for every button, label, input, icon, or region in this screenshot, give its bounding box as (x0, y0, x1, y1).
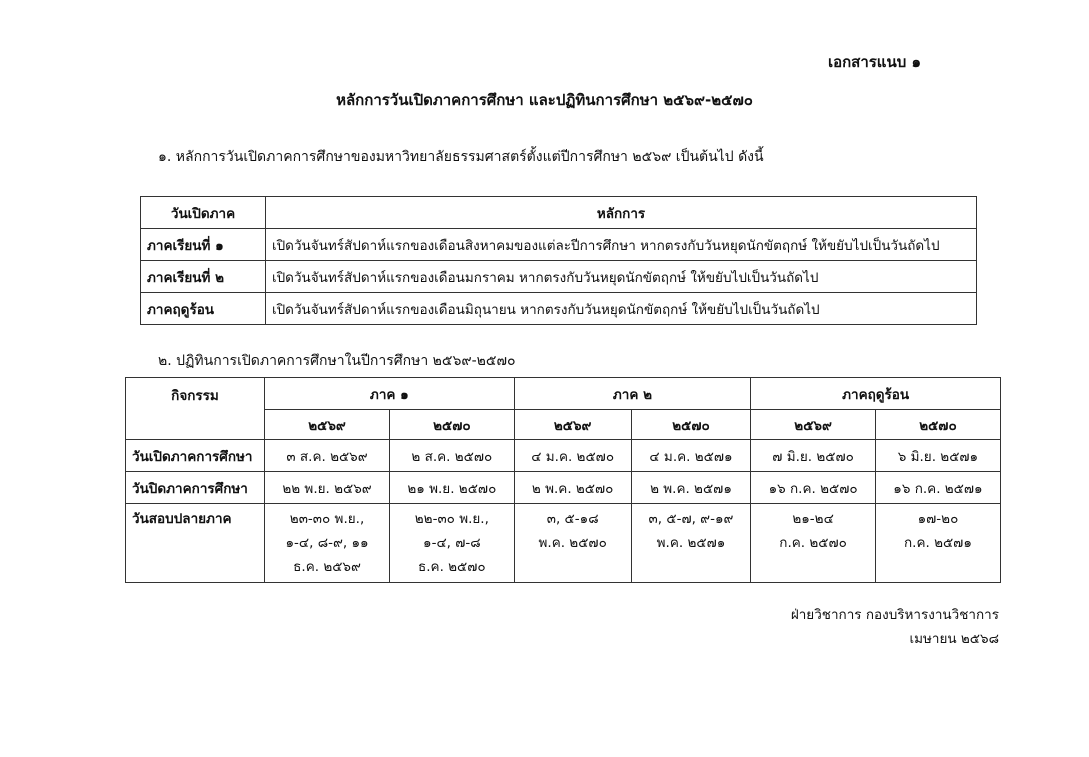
signature-date: เมษายน ๒๕๖๘ (909, 631, 999, 647)
table-row (126, 440, 1001, 472)
calendar-table (125, 377, 1001, 583)
principle-cell: เปิดวันจันทร์สัปดาห์แรกของเดือนมกราคม หากตรงกับวันหยุดนักขัตฤกษ์ ให้ขยับไปเป็นวันถัดไป (266, 261, 977, 293)
date-cell: ๔ ม.ค. ๒๕๗๑ (631, 440, 751, 472)
signature-block (791, 603, 999, 651)
date-cell: ๗ มิ.ย. ๒๕๗๐ (751, 440, 876, 472)
exam-date-line: พ.ค. ๒๕๗๐ (538, 535, 607, 551)
exam-date-line: ๑-๔, ๗-๘ (423, 535, 481, 551)
year-header: ๒๕๗๐ (875, 410, 1000, 440)
exam-date-line: ธ.ค. ๒๕๖๙ (293, 559, 361, 575)
col-activity-header: กิจกรรม (126, 378, 265, 440)
table-header-row (141, 197, 977, 229)
term-header: ภาค ๑ (265, 378, 515, 410)
activity-cell: วันสอบปลายภาค (126, 504, 265, 583)
attachment-label: เอกสารแนบ ๑ (827, 53, 921, 71)
exam-date-line: ๒๑-๒๔ (792, 511, 834, 527)
date-cell: ๒ ส.ค. ๒๕๗๐ (390, 440, 515, 472)
table-row (141, 293, 977, 325)
exam-date-cell (875, 504, 1000, 583)
year-header: ๒๕๖๙ (751, 410, 876, 440)
exam-date-line: ๑๗-๒๐ (917, 511, 959, 527)
exam-date-cell (390, 504, 515, 583)
exam-date-cell (751, 504, 876, 583)
signature-department: ฝ่ายวิชาการ กองบริหารงานวิชาการ (790, 607, 999, 623)
exam-date-cell (631, 504, 751, 583)
term-cell: ภาคเรียนที่ ๒ (141, 261, 266, 293)
date-cell: ๖ มิ.ย. ๒๕๗๑ (875, 440, 1000, 472)
exam-date-cell (514, 504, 631, 583)
activity-cell: วันปิดภาคการศึกษา (126, 472, 265, 504)
exam-date-cell (265, 504, 390, 583)
date-cell: ๑๖ ก.ค. ๒๕๗๐ (751, 472, 876, 504)
principles-table (140, 196, 977, 325)
exam-date-line: ๒๓-๓๐ พ.ย., (289, 511, 365, 527)
year-header: ๒๕๗๐ (631, 410, 751, 440)
date-cell: ๒๑ พ.ย. ๒๕๗๐ (390, 472, 515, 504)
section2-heading: ๒. ปฏิทินการเปิดภาคการศึกษาในปีการศึกษา ๒๕๖๙-๒๕๗๐ (158, 353, 516, 369)
principle-cell: เปิดวันจันทร์สัปดาห์แรกของเดือนมิถุนายน หากตรงกับวันหยุดนักขัตฤกษ์ ให้ขยับไปเป็นวันถัดไป (266, 293, 977, 325)
exam-date-line: ๓, ๕-๑๘ (546, 511, 599, 527)
exam-date-line: ๑-๔, ๘-๙, ๑๑ (285, 535, 369, 551)
document-title: หลักการวันเปิดภาคการศึกษา และปฏิทินการศึกษา ๒๕๖๙-๒๕๗๐ (336, 91, 753, 109)
exam-date-line: ก.ค. ๒๕๗๑ (903, 535, 972, 551)
exam-date-line: ก.ค. ๒๕๗๐ (779, 535, 847, 551)
date-cell: ๒ พ.ค. ๒๕๗๑ (631, 472, 751, 504)
year-header: ๒๕๖๙ (265, 410, 390, 440)
table-row (126, 472, 1001, 504)
date-cell: ๒๒ พ.ย. ๒๕๖๙ (265, 472, 390, 504)
col-open-header: วันเปิดภาค (141, 197, 266, 229)
table-row (141, 229, 977, 261)
term-cell: ภาคเรียนที่ ๑ (141, 229, 266, 261)
year-header: ๒๕๗๐ (390, 410, 515, 440)
year-header: ๒๕๖๙ (514, 410, 631, 440)
principle-cell: เปิดวันจันทร์สัปดาห์แรกของเดือนสิงหาคมของแต่ละปีการศึกษา หากตรงกับวันหยุดนักขัตฤกษ์ ให้ขยับไปเป็นวันถัดไป (266, 229, 977, 261)
activity-cell: วันเปิดภาคการศึกษา (126, 440, 265, 472)
date-cell: ๓ ส.ค. ๒๕๖๙ (265, 440, 390, 472)
exam-date-line: ๓, ๕-๗, ๙-๑๙ (648, 511, 734, 527)
exam-date-line: ๒๒-๓๐ พ.ย., (414, 511, 489, 527)
term-header-row (126, 378, 1001, 410)
col-principle-header: หลักการ (266, 197, 977, 229)
exam-date-line: ธ.ค. ๒๕๗๐ (418, 559, 486, 575)
table-row (126, 504, 1001, 583)
date-cell: ๑๖ ก.ค. ๒๕๗๑ (875, 472, 1000, 504)
term-cell: ภาคฤดูร้อน (141, 293, 266, 325)
exam-date-line: พ.ค. ๒๕๗๑ (656, 535, 726, 551)
date-cell: ๒ พ.ค. ๒๕๗๐ (514, 472, 631, 504)
term-header: ภาค ๒ (514, 378, 751, 410)
table-row (141, 261, 977, 293)
term-header: ภาคฤดูร้อน (751, 378, 1001, 410)
section1-heading: ๑. หลักการวันเปิดภาคการศึกษาของมหาวิทยาลัยธรรมศาสตร์ตั้งแต่ปีการศึกษา ๒๕๖๙ เป็นต้นไป ดังนี้ (158, 149, 764, 165)
date-cell: ๔ ม.ค. ๒๕๗๐ (514, 440, 631, 472)
